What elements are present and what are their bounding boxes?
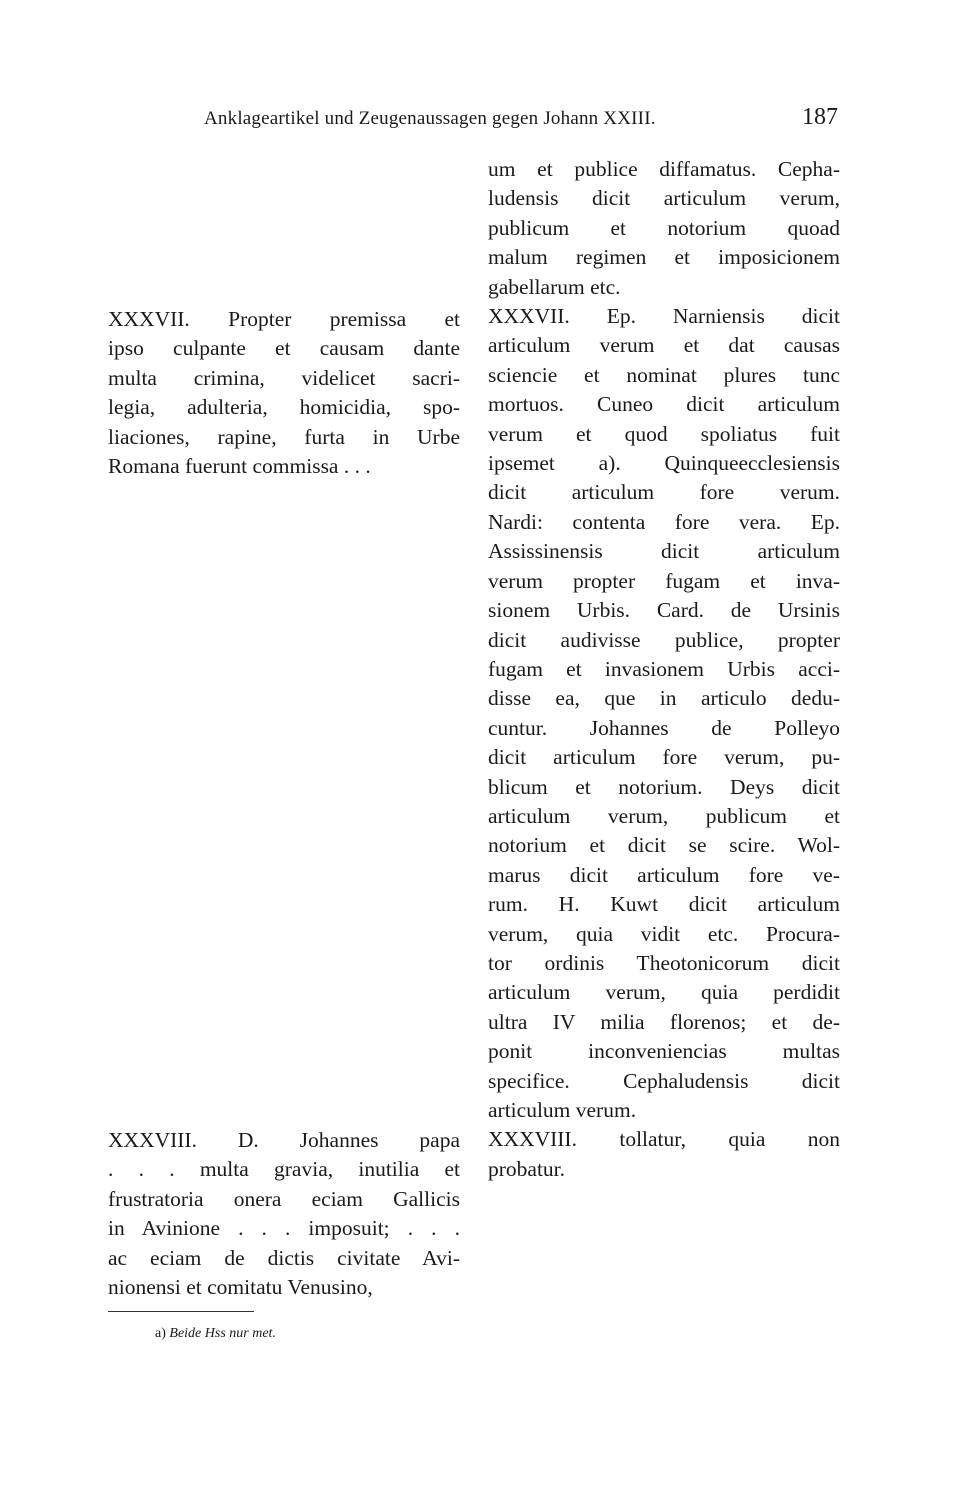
text-line: gabellarum etc. <box>488 274 621 299</box>
text-line: mortuos. Cuneo dicit articulum <box>488 392 840 417</box>
text-line: probatur. <box>488 1156 566 1181</box>
text-line: in Avinione . . . imposuit; . . . <box>108 1216 460 1241</box>
text-line: nionensi et comitatu Venusino, <box>108 1275 373 1300</box>
text-line: rum. H. Kuwt dicit articulum <box>488 892 840 917</box>
text-line: XXXVIII. D. Johannes papa <box>108 1128 460 1152</box>
text-line: XXXVII. Propter premissa et <box>108 307 460 331</box>
article-37-text <box>108 305 460 481</box>
text-line: XXXVII. Ep. Narniensis dicit <box>488 304 840 329</box>
text-line: dicit articulum fore verum, pu- <box>488 745 840 770</box>
text-line: marus dicit articulum fore ve- <box>488 862 840 887</box>
text-line: ultra IV milia florenos; et de- <box>488 1009 840 1034</box>
text-line: Romana fuerunt commissa . . . <box>108 454 371 479</box>
text-line: articulum verum et dat causas <box>488 333 840 358</box>
article-38-text <box>108 1126 460 1302</box>
text-line: XXXVIII. tollatur, quia non <box>488 1127 840 1152</box>
running-head: Anklageartikel und Zeugenaussagen gegen Johann XXIII. <box>204 108 656 129</box>
text-line: articulum verum. <box>488 1098 637 1122</box>
text-line: ludensis dicit articulum verum, <box>488 186 840 211</box>
text-line: articulum verum, quia perdidit <box>488 980 840 1005</box>
page-number: 187 <box>802 104 838 130</box>
text-line: articulum verum, publicum et <box>488 803 840 828</box>
text-line: disse ea, que in articulo dedu- <box>488 686 840 711</box>
text-line: liaciones, rapine, furta in Urbe <box>108 424 460 449</box>
text-line: multa crimina, videlicet sacri- <box>108 365 460 390</box>
text-line: sciencie et nominat plures tunc <box>488 362 840 387</box>
text-line: publicum et notorium quoad <box>488 215 840 240</box>
footnote-text: Beide Hss nur met. <box>169 1326 276 1341</box>
footnote-marker: a) <box>155 1326 166 1341</box>
witness-testimony-column <box>488 155 840 1184</box>
text-line: frustratoria onera eciam Gallicis <box>108 1186 460 1211</box>
text-line: malum regimen et imposicionem <box>488 245 840 270</box>
text-line: ac eciam de dictis civitate Avi- <box>108 1245 460 1270</box>
text-line: . . . multa gravia, inutilia et <box>108 1157 460 1182</box>
footnote-rule <box>108 1311 254 1312</box>
text-line: ipsemet a). Quinqueecclesiensis <box>488 451 840 476</box>
text-line: specifice. Cephaludensis dicit <box>488 1068 840 1093</box>
text-line: verum propter fugam et inva- <box>488 568 840 593</box>
text-line: verum, quia vidit etc. Procura- <box>488 921 840 946</box>
text-line: ipso culpante et causam dante <box>108 336 460 361</box>
text-line: notorium et dicit se scire. Wol- <box>488 833 840 858</box>
text-line: sionem Urbis. Card. de Ursinis <box>488 598 840 623</box>
text-line: tor ordinis Theotonicorum dicit <box>488 950 840 975</box>
footnote <box>155 1326 276 1342</box>
text-line: um et publice diffamatus. Cepha- <box>488 157 840 181</box>
text-line: Nardi: contenta fore vera. Ep. <box>488 509 840 534</box>
text-line: fugam et invasionem Urbis acci- <box>488 656 840 681</box>
text-line: dicit articulum fore verum. <box>488 480 840 505</box>
text-line: dicit audivisse publice, propter <box>488 627 840 652</box>
text-line: legia, adulteria, homicidia, spo- <box>108 395 460 420</box>
text-line: ponit inconveniencias multas <box>488 1039 840 1064</box>
text-line: Assissinensis dicit articulum <box>488 539 840 564</box>
text-line: cuntur. Johannes de Polleyo <box>488 715 840 740</box>
text-line: blicum et notorium. Deys dicit <box>488 774 840 799</box>
text-line: verum et quod spoliatus fuit <box>488 421 840 446</box>
